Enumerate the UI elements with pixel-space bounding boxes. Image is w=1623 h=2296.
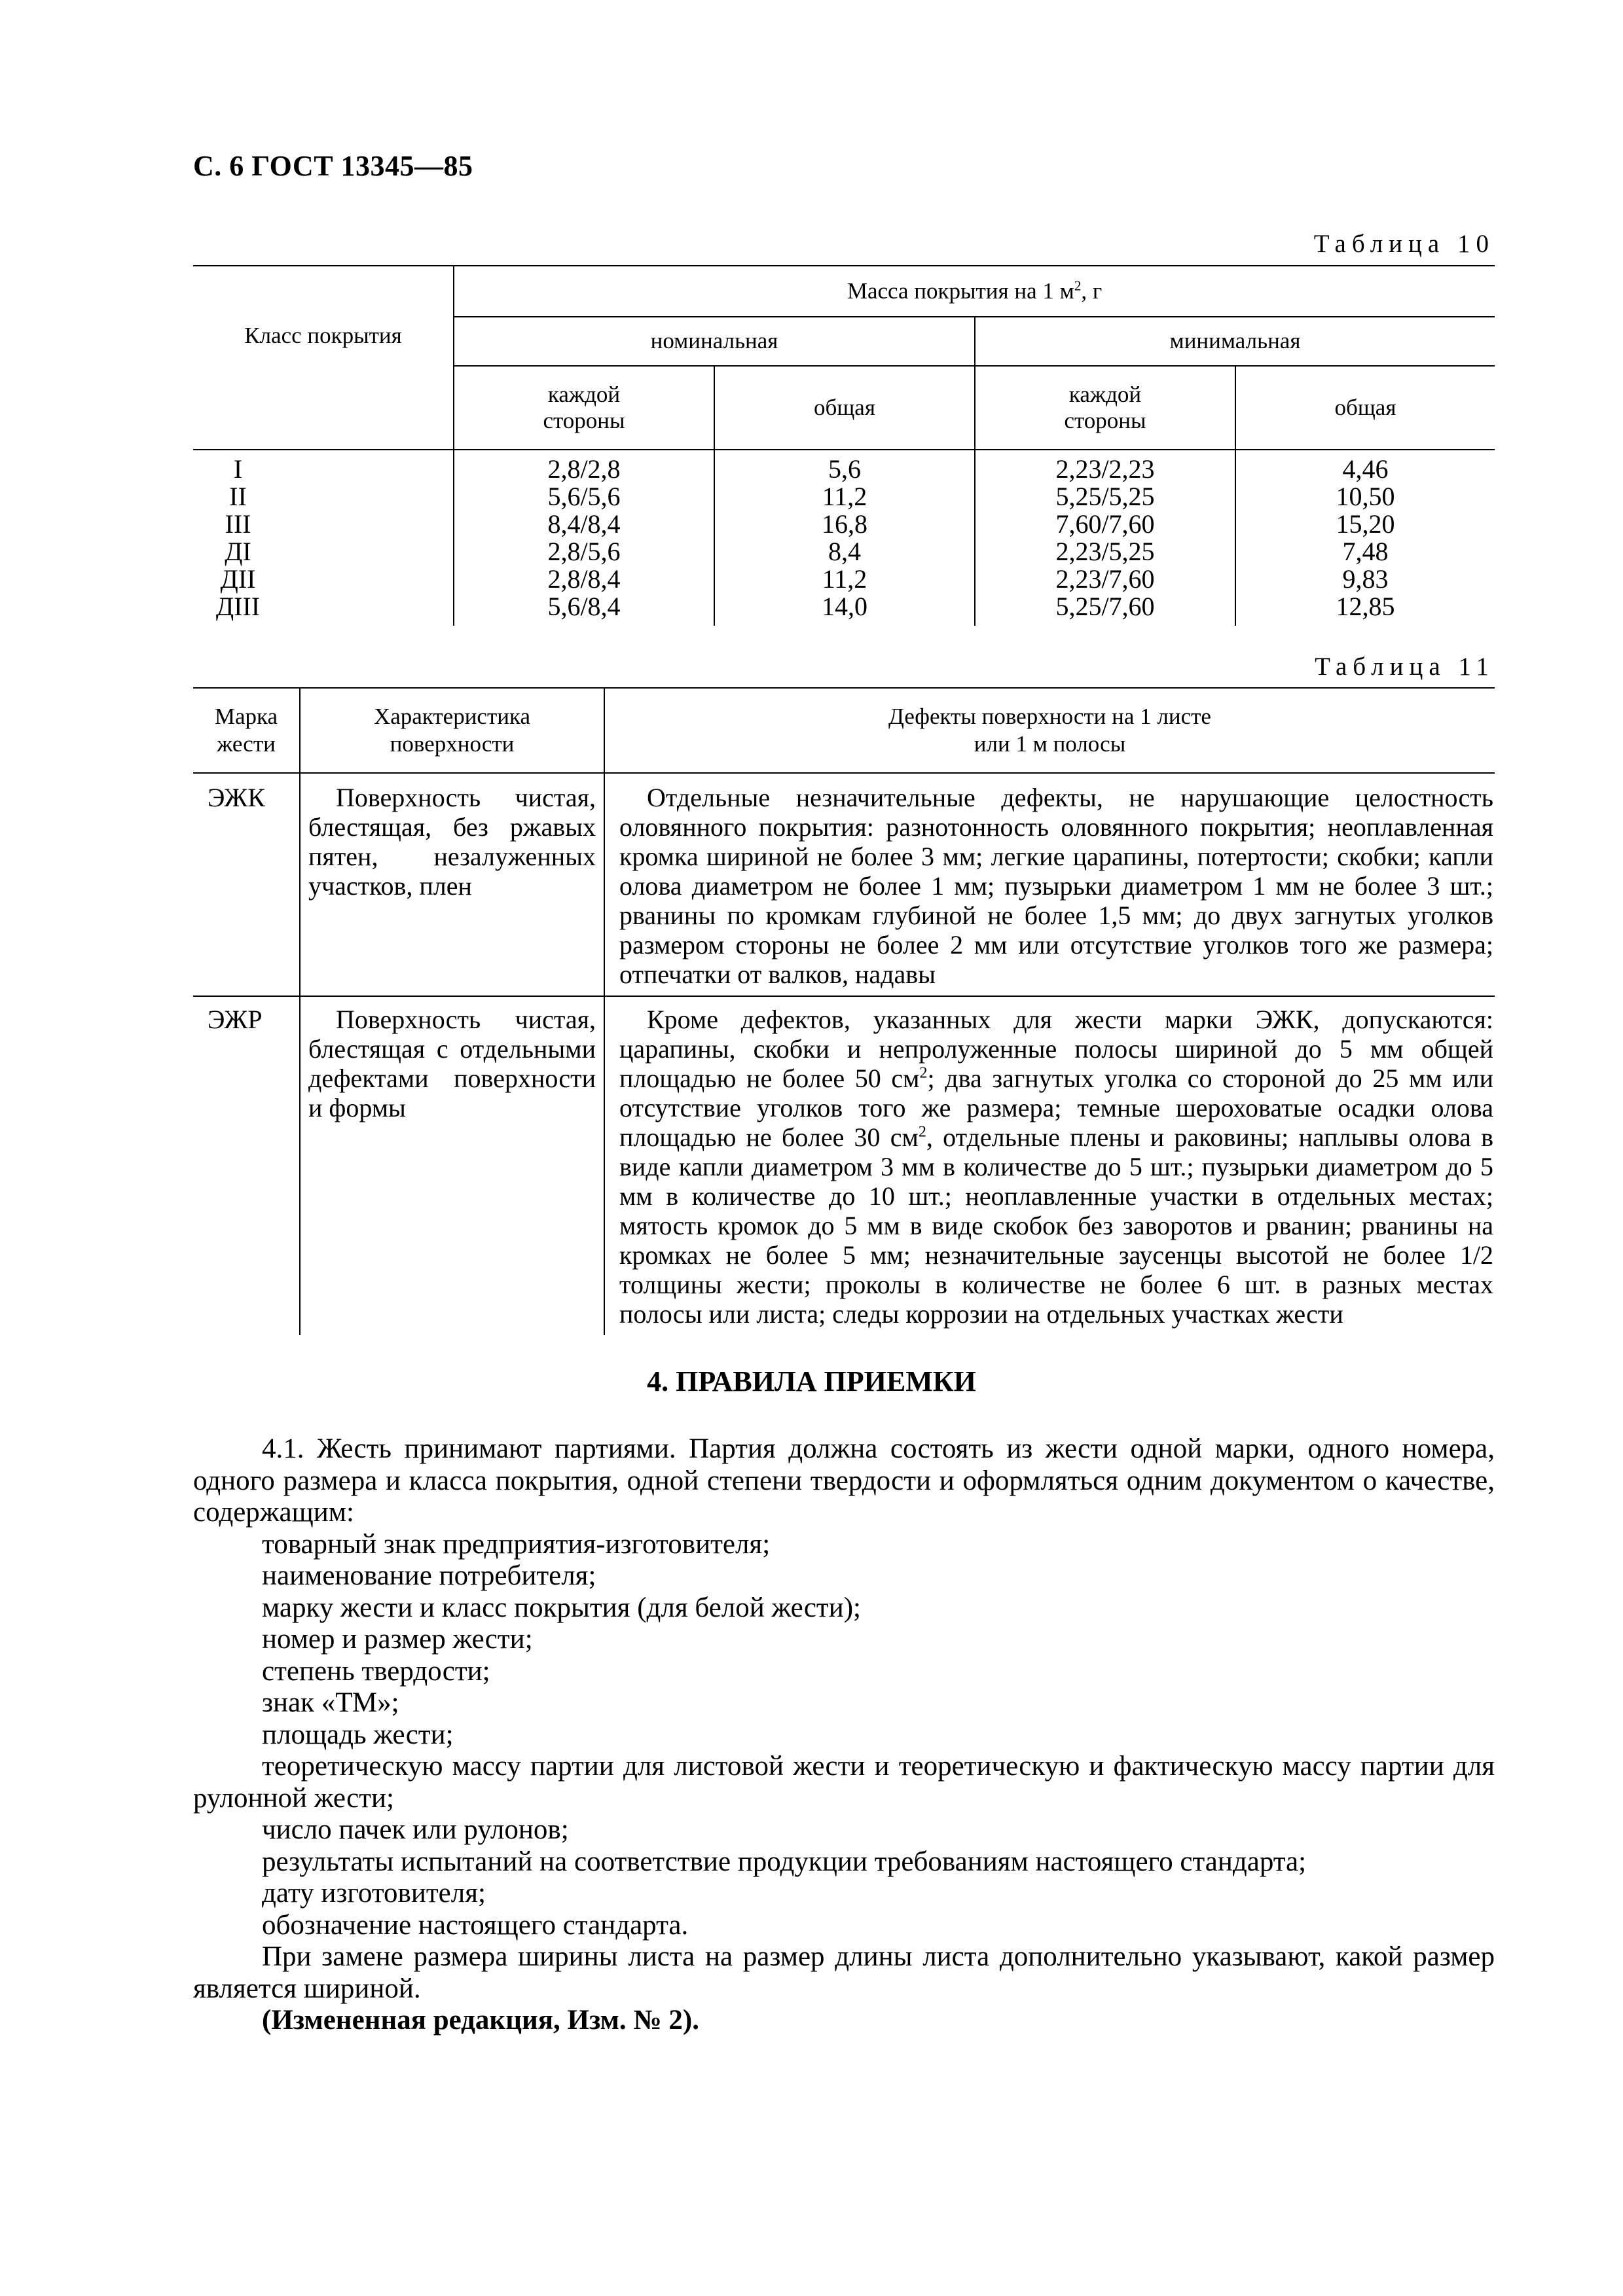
table-row bbox=[193, 450, 1495, 483]
defects-ezhr: Кроме дефектов, указанных для жести марки ЭЖК, допускаются: царапины, скобки и непролуженные полосы шириной до 5 мм общей площадью не более 50 $см^2$; два загнутых уголка со стороной до 25 мм или отсутствие уголков того же размера; темные шероховатые осадки олова площадью не более 30 $см^2$, отдельные плены и раковины; наплывы олова в виде капли диаметром 3 мм в количестве до 5 шт.; пузырьки диаметром до 5 мм в количестве до 10 шт.; неоплавленные участки в отдельных местах; мятость кромок до 5 мм в виде скобок без заворотов и рванин; рванины на кромках не более 5 мм; незначительные заусенцы высотой не более 1/2 толщины жести; проколы в количестве не более 6 шт. в разных местах полосы или листа; следы коррозии на отдельных участках жести bbox=[604, 996, 1495, 1335]
header-minimal-total: общая bbox=[1235, 366, 1495, 450]
table-row bbox=[193, 773, 1495, 996]
header-coating-class: Класс покрытия bbox=[244, 323, 402, 348]
header-grade: Марка жести bbox=[214, 704, 278, 757]
header-minimal-each-side: каждой стороны bbox=[975, 366, 1235, 450]
cell-class: ДII bbox=[220, 564, 256, 594]
cell-min-each: 2,23/5,25 bbox=[975, 538, 1235, 565]
defects-ezhk: Отдельные незначительные дефекты, не нарушающие целостность оловянного покрытия: разнотонность оловянного покрытия; неоплавленная кромка шириной не более 3 мм; легкие царапины, потертости; скобки; капли олова диаметром не более 1 мм; пузырьки диаметром 1 мм не более 3 шт.; рванины по кромкам глубиной не более 1,5 мм; до двух загнутых уголков размером стороны не более 2 мм или отсутствие уголков того же размера; отпечатки от валков, надавы bbox=[604, 773, 1495, 996]
section-body bbox=[193, 1433, 1495, 2037]
table-row bbox=[193, 538, 1495, 565]
amendment-note: (Измененная редакция, Изм. № 2). bbox=[262, 2005, 699, 2036]
header-minimal: минимальная bbox=[975, 317, 1495, 366]
cell-min-total: 10,50 bbox=[1235, 483, 1495, 511]
cell-nom-each: 2,8/8,4 bbox=[454, 565, 714, 593]
cell-min-each: 2,23/2,23 bbox=[975, 450, 1235, 483]
cell-nom-each: 8,4/8,4 bbox=[454, 511, 714, 538]
cell-min-total: 7,48 bbox=[1235, 538, 1495, 565]
list-item: площадь жести; bbox=[262, 1719, 454, 1750]
list-item: число пачек или рулонов; bbox=[262, 1814, 569, 1845]
cell-nom-each: 2,8/5,6 bbox=[454, 538, 714, 565]
header-defects: Дефекты поверхности на 1 листе или 1 м полосы bbox=[604, 688, 1495, 773]
surface-ezhr: Поверхность чистая, блестящая с отдельными дефектами поверхности и формы bbox=[300, 996, 604, 1335]
cell-nom-each: 5,6/8,4 bbox=[454, 593, 714, 626]
cell-nom-total: 11,2 bbox=[714, 565, 975, 593]
list-item: степень твердости; bbox=[262, 1655, 490, 1687]
table-11-caption: Таблица 11 bbox=[1315, 653, 1495, 681]
table-row bbox=[193, 511, 1495, 538]
cell-nom-total: 11,2 bbox=[714, 483, 975, 511]
header-coating-mass: Масса покрытия на 1 $м^2$, г bbox=[454, 266, 1495, 317]
header-surface: Характеристика поверхности bbox=[300, 688, 604, 773]
cell-min-each: 5,25/7,60 bbox=[975, 593, 1235, 626]
list-item: знак «ТМ»; bbox=[262, 1687, 399, 1718]
list-item: результаты испытаний на соответствие продукции требованиям настоящего стандарта; bbox=[262, 1846, 1307, 1877]
cell-class: ДI bbox=[225, 537, 251, 566]
cell-class: III bbox=[225, 509, 251, 539]
table-row bbox=[193, 565, 1495, 593]
header-nominal-each-side: каждой стороны bbox=[454, 366, 714, 450]
cell-nom-total: 16,8 bbox=[714, 511, 975, 538]
cell-min-total: 9,83 bbox=[1235, 565, 1495, 593]
cell-class: II bbox=[229, 482, 247, 511]
document-contents-list bbox=[193, 1529, 1495, 1942]
table-row bbox=[193, 593, 1495, 626]
cell-nom-total: 5,6 bbox=[714, 450, 975, 483]
cell-min-total: 12,85 bbox=[1235, 593, 1495, 626]
header-nominal: номинальная bbox=[454, 317, 975, 366]
cell-nom-each: 2,8/2,8 bbox=[454, 450, 714, 483]
surface-defects-table bbox=[193, 687, 1495, 1335]
cell-nom-each: 5,6/5,6 bbox=[454, 483, 714, 511]
coating-mass-table bbox=[193, 265, 1495, 626]
list-item: теоретическую массу партии для листовой жести и теоретическую и фактическую массу партии для рулонной жести; bbox=[193, 1751, 1495, 1814]
cell-nom-total: 14,0 bbox=[714, 593, 975, 626]
header-nominal-total: общая bbox=[714, 366, 975, 450]
closing-paragraph: При замене размера ширины листа на размер длины листа дополнительно указывают, какой размер является шириной. bbox=[193, 1941, 1495, 2004]
cell-min-total: 4,46 bbox=[1235, 450, 1495, 483]
section-title: 4. ПРАВИЛА ПРИЕМКИ bbox=[647, 1365, 976, 1397]
cell-min-each: 2,23/7,60 bbox=[975, 565, 1235, 593]
cell-min-each: 7,60/7,60 bbox=[975, 511, 1235, 538]
grade-ezhr: ЭЖР bbox=[193, 996, 300, 1335]
cell-min-each: 5,25/5,25 bbox=[975, 483, 1235, 511]
surface-ezhk: Поверхность чистая, блестящая, без ржавых пятен, незалуженных участков, плен bbox=[300, 773, 604, 996]
grade-ezhk: ЭЖК bbox=[208, 783, 265, 812]
cell-class: I bbox=[233, 454, 243, 484]
list-item: дату изготовителя; bbox=[262, 1878, 486, 1909]
list-item: обозначение настоящего стандарта. bbox=[262, 1909, 689, 1941]
list-item: марку жести и класс покрытия (для белой жести); bbox=[262, 1592, 861, 1623]
cell-min-total: 15,20 bbox=[1235, 511, 1495, 538]
cell-class: ДIII bbox=[215, 592, 261, 621]
list-item: наименование потребителя; bbox=[262, 1560, 596, 1591]
table-row bbox=[193, 483, 1495, 511]
clause-4-1: 4.1. Жесть принимают партиями. Партия должна состоять из жести одной марки, одного номера, одного размера и класса покрытия, одной степени твердости и оформляться одним документом о качестве, содержащим: bbox=[193, 1433, 1495, 1528]
table-10-caption: Таблица 10 bbox=[1313, 230, 1495, 258]
list-item: товарный знак предприятия-изготовителя; bbox=[262, 1528, 771, 1560]
table-row bbox=[193, 996, 1495, 1335]
page-header: С. 6 ГОСТ 13345—85 bbox=[193, 150, 473, 182]
list-item: номер и размер жести; bbox=[262, 1624, 533, 1655]
cell-nom-total: 8,4 bbox=[714, 538, 975, 565]
